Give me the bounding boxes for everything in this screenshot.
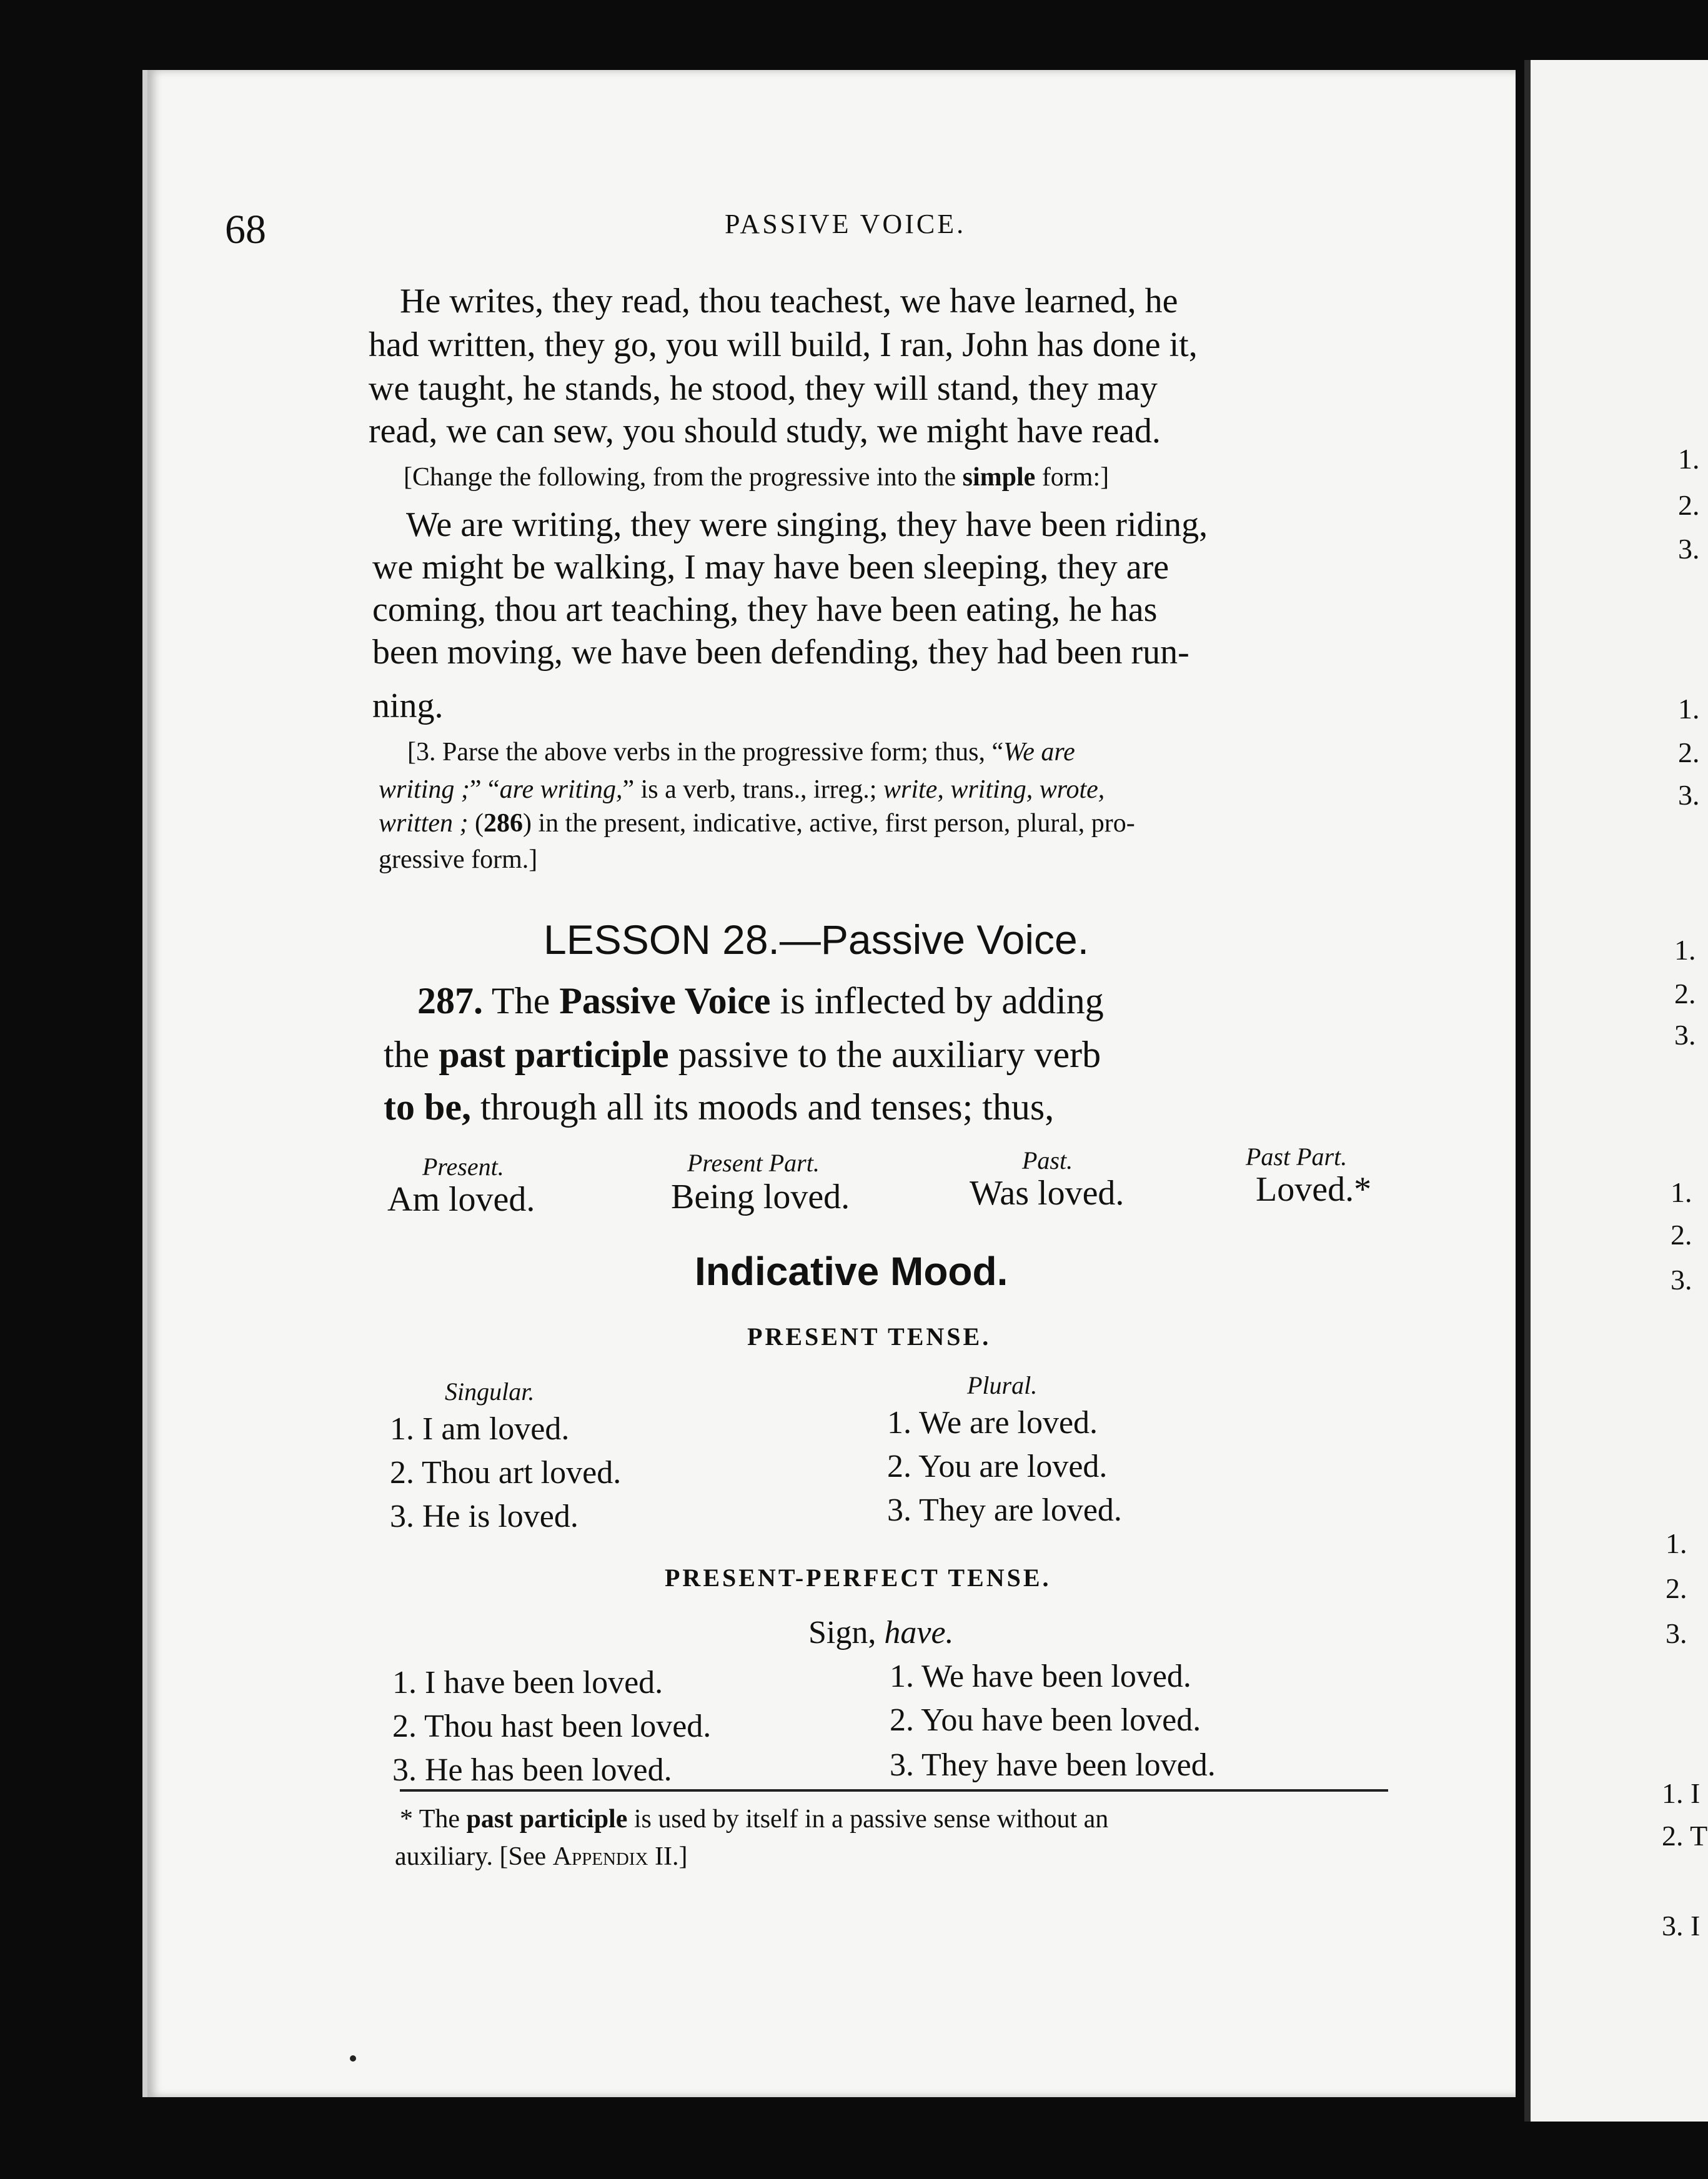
footnote-line: auxiliary. [See Appendix II.] — [395, 1842, 688, 1871]
principal-part-form: Was loved. — [970, 1174, 1125, 1213]
perfect-plural-item: 1. We have been loved. — [890, 1659, 1191, 1694]
perfect-singular-item: 3. He has been loved. — [392, 1752, 672, 1788]
exercise-line: read, we can sew, you should study, we might have read. — [369, 412, 1161, 450]
instruction-parse-line: written ; (286) in the present, indicative, active, first person, plural, pro- — [379, 809, 1135, 838]
facing-number: 2. — [1666, 1572, 1687, 1604]
progressive-line: coming, thou art teaching, they have been eating, he has — [372, 590, 1158, 629]
present-singular-item: 1. I am loved. — [390, 1411, 570, 1447]
principal-part-form: Being loved. — [671, 1178, 850, 1216]
facing-number: 1. — [1678, 693, 1700, 725]
facing-number: 2. — [1671, 1219, 1692, 1251]
principal-part-form: Loved.* — [1256, 1170, 1372, 1209]
facing-number: 2. — [1674, 978, 1696, 1010]
facing-number: 3. I — [1662, 1910, 1701, 1942]
perfect-singular-item: 1. I have been loved. — [392, 1665, 663, 1700]
perfect-plural-item: 2. You have been loved. — [890, 1702, 1201, 1738]
present-plural-item: 3. They are loved. — [887, 1492, 1122, 1528]
facing-number: 3. — [1671, 1264, 1692, 1296]
present-singular-item: 3. He is loved. — [390, 1499, 578, 1534]
present-singular-item: 2. Thou art loved. — [390, 1455, 622, 1491]
instruction-parse-line: [3. Parse the above verbs in the progressive form; thus, “We are — [407, 738, 1075, 767]
principal-part-label: Past Part. — [1246, 1143, 1348, 1171]
paragraph-287-line: 287. The Passive Voice is inflected by adding — [417, 980, 1104, 1021]
mood-title: Indicative Mood. — [695, 1249, 1008, 1294]
facing-number: 2. — [1678, 737, 1700, 768]
instruction-simple-form: [Change the following, from the progressive into the simple form:] — [404, 463, 1110, 492]
instruction-parse-line: gressive form.] — [379, 845, 538, 874]
facing-number: 2. — [1678, 489, 1700, 521]
present-plural-item: 2. You are loved. — [887, 1449, 1108, 1484]
perfect-singular-item: 2. Thou hast been loved. — [392, 1709, 712, 1744]
facing-number: 3. — [1674, 1019, 1696, 1051]
footnote-line: * The past participle is used by itself in a passive sense without an — [400, 1805, 1109, 1834]
facing-number: 2. T — [1662, 1820, 1708, 1852]
principal-part-label: Present. — [422, 1153, 504, 1181]
instruction-parse-line: writing ;” “are writing,” is a verb, trans., irreg.; write, writing, wrote, — [379, 775, 1105, 804]
tense-heading: PRESENT-PERFECT TENSE. — [665, 1564, 1051, 1592]
progressive-line: ning. — [372, 687, 444, 725]
facing-number: 1. — [1678, 443, 1700, 475]
page-number: 68 — [225, 207, 266, 252]
ink-speck — [350, 2055, 356, 2062]
principal-part-form: Am loved. — [387, 1180, 535, 1219]
progressive-line: We are writing, they were singing, they have been riding, — [406, 505, 1208, 544]
present-plural-item: 1. We are loved. — [887, 1405, 1098, 1441]
running-title: PASSIVE VOICE. — [725, 209, 966, 239]
footnote-rule — [400, 1789, 1388, 1792]
perfect-plural-item: 3. They have been loved. — [890, 1747, 1216, 1783]
facing-number: 1. I — [1662, 1777, 1701, 1809]
exercise-line: had written, they go, you will build, I ran, John has done it, — [369, 325, 1198, 364]
paragraph-287-line: to be, through all its moods and tenses; thus, — [384, 1086, 1055, 1128]
exercise-line: He writes, they read, thou teachest, we have learned, he — [400, 282, 1178, 320]
facing-number: 1. — [1671, 1176, 1692, 1208]
facing-number: 3. — [1678, 779, 1700, 811]
facing-number: 1. — [1674, 934, 1696, 966]
facing-number: 3. — [1678, 533, 1700, 565]
singular-label: Singular. — [445, 1377, 535, 1406]
progressive-line: been moving, we have been defending, they had been run- — [372, 633, 1189, 672]
lesson-title: LESSON 28.—Passive Voice. — [544, 916, 1090, 963]
principal-part-label: Present Part. — [687, 1149, 820, 1177]
paragraph-287-line: the past participle passive to the auxiliary verb — [384, 1034, 1101, 1075]
facing-number: 3. — [1666, 1617, 1687, 1649]
facing-page — [1524, 60, 1708, 2122]
plural-label: Plural. — [967, 1371, 1038, 1399]
exercise-line: we taught, he stands, he stood, they will stand, they may — [369, 369, 1158, 408]
tense-heading: PRESENT TENSE. — [747, 1323, 991, 1351]
progressive-line: we might be walking, I may have been sleeping, they are — [372, 548, 1169, 587]
principal-part-label: Past. — [1022, 1146, 1073, 1174]
tense-sign: Sign, have. — [808, 1615, 954, 1650]
facing-number: 1. — [1666, 1527, 1687, 1559]
